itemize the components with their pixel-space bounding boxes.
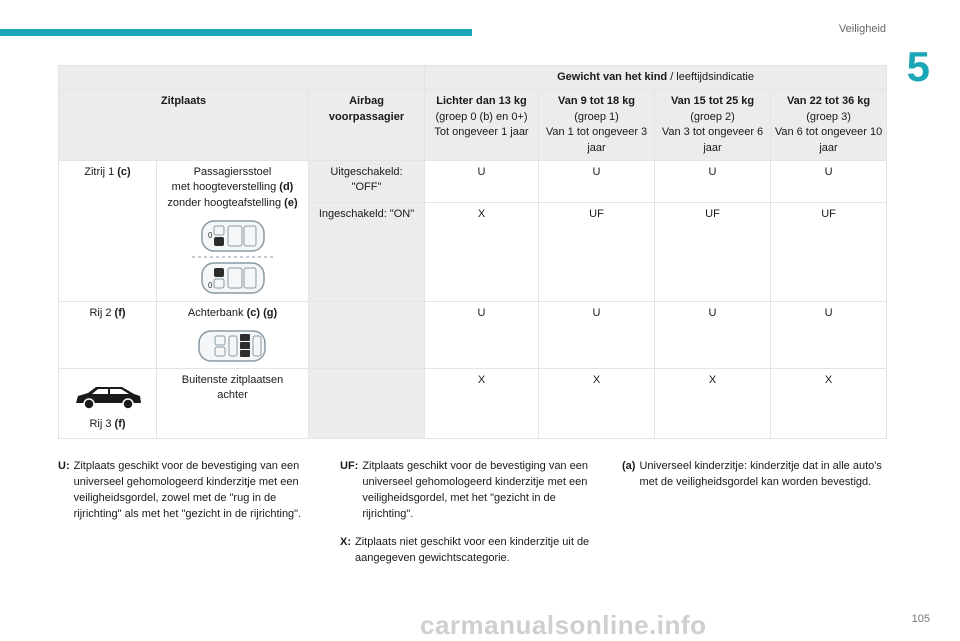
suv-silhouette-icon xyxy=(72,383,144,411)
note-uf: UF: Zitplaats geschikt voor de bevestiging van een universeel gehomologeerd kinderzitje met een veiligheidsgordel, met het "gezicht in de rijrichting". xyxy=(340,460,588,520)
row1-off-g3: U xyxy=(771,160,887,202)
svg-text:0: 0 xyxy=(207,281,212,291)
front-seat-diagram-icon xyxy=(188,217,278,297)
row1-on-g1: UF xyxy=(539,202,655,302)
header-accent-bar xyxy=(0,29,472,36)
group-2-header: Van 15 tot 25 kg (groep 2) Van 3 tot ongeveer 6 jaar xyxy=(655,90,771,161)
weight-header: Gewicht van het kind / leeftijdsindicatie xyxy=(425,66,887,90)
table-row-2 xyxy=(59,302,887,368)
row2-g3: U xyxy=(771,302,887,368)
row3-g2: X xyxy=(655,368,771,438)
header-empty-cell xyxy=(59,66,425,90)
row1-seat: Passagiersstoel met hoogteverstelling (d) zonder hoogteafstelling (e) 0 0 xyxy=(157,160,309,301)
notes-column-3 xyxy=(622,459,884,503)
notes-column-1 xyxy=(58,459,320,535)
group-1-header: Van 9 tot 18 kg (groep 1) Van 1 tot ongeveer 3 jaar xyxy=(539,90,655,161)
row1-on-g3: UF xyxy=(771,202,887,302)
watermark: carmanualsonline.info xyxy=(420,610,707,640)
row2-airbag-cell xyxy=(309,302,425,368)
row1-label: Zitrij 1 (c) xyxy=(59,160,157,301)
chapter-number: 5 xyxy=(906,43,930,90)
note-a: (a) Universeel kinderzitje: kinderzitje dat in alle auto's met de veiligheidsgordel kan worden bevestigd. xyxy=(622,460,882,488)
note-u: U: Zitplaats geschikt voor de bevestiging van een universeel gehomologeerd kinderzitje met een veiligheidsgordel, zowel met de "rug in de rijrichting" als met het "gezicht in de rijrichting". xyxy=(58,460,302,520)
group-3-header: Van 22 tot 36 kg (groep 3) Van 6 tot ongeveer 10 jaar xyxy=(771,90,887,161)
row1-off-g1: U xyxy=(539,160,655,202)
svg-text:0: 0 xyxy=(207,231,212,241)
child-seat-table xyxy=(58,65,887,439)
row2-seat: Achterbank (c) (g) xyxy=(157,302,309,368)
row3-g0: X xyxy=(425,368,539,438)
row3-g3: X xyxy=(771,368,887,438)
airbag-off-cell: Uitgeschakeld: "OFF" xyxy=(309,160,425,202)
notes-column-2 xyxy=(340,459,602,579)
row3-label: Rij 3 (f) xyxy=(59,368,157,438)
row3-seat: Buitenste zitplaatsen achter xyxy=(157,368,309,438)
note-x: X: Zitplaats niet geschikt voor een kinderzitje uit de aangegeven gewichtscategorie. xyxy=(340,535,590,564)
row2-g1: U xyxy=(539,302,655,368)
col-seat-header: Zitplaats xyxy=(59,90,309,161)
col-airbag-header: Airbag voorpassagier xyxy=(309,90,425,161)
table-header-row-1 xyxy=(59,66,887,90)
table-row-3 xyxy=(59,368,887,438)
row2-g0: U xyxy=(425,302,539,368)
group-0-header: Lichter dan 13 kg (groep 0 (b) en 0+) Tot ongeveer 1 jaar xyxy=(425,90,539,161)
airbag-on-cell: Ingeschakeld: "ON" xyxy=(309,202,425,302)
row1-on-g2: UF xyxy=(655,202,771,302)
row1-off-g2: U xyxy=(655,160,771,202)
row3-airbag-cell xyxy=(309,368,425,438)
row1-on-g0: X xyxy=(425,202,539,302)
section-title: Veiligheid xyxy=(838,23,886,35)
page-number: 105 xyxy=(911,613,930,625)
table-header-row-2 xyxy=(59,90,887,161)
table-row-1-off xyxy=(59,160,887,202)
rear-bench-diagram-icon xyxy=(197,328,269,364)
row3-g1: X xyxy=(539,368,655,438)
row2-g2: U xyxy=(655,302,771,368)
row2-label: Rij 2 (f) xyxy=(59,302,157,368)
row1-off-g0: U xyxy=(425,160,539,202)
